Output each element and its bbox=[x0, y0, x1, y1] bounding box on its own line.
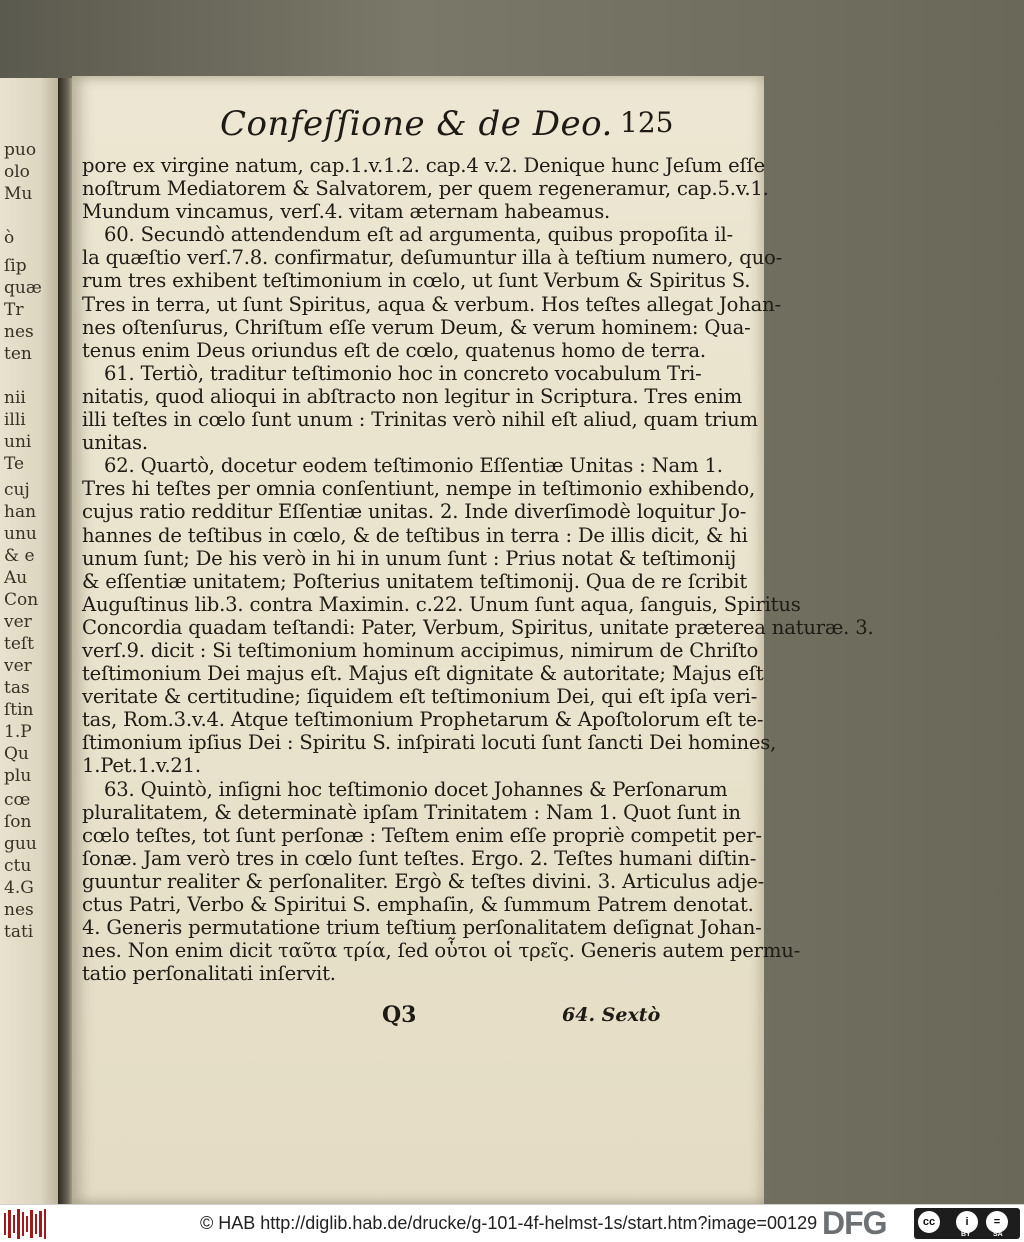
previous-page-fragment: Con bbox=[4, 590, 39, 610]
text-line: 63. Quintò, inſigni hoc teſtimonio docet Johannes & Perſonarum bbox=[104, 777, 728, 801]
page-header bbox=[220, 104, 674, 150]
text-line: nitatis, quod alioqui in abſtracto non legitur in Scriptura. Tres enim bbox=[82, 384, 742, 408]
previous-page-fragment: ver bbox=[4, 656, 32, 676]
text-line: illi teſtes in cœlo ſunt unum : Trinitas verò nihil eſt aliud, quam trium bbox=[82, 408, 758, 432]
previous-page-fragment: olo bbox=[4, 162, 30, 182]
text-line: tas, Rom.3.v.4. Atque teſtimonium Prophetarum & Apoſtolorum eſt te- bbox=[82, 708, 764, 732]
text-line: & eſſentiæ unitatem; Poſterius unitatem teſtimonij. Qua de re ſcribit bbox=[82, 569, 748, 593]
previous-page-fragment: & e bbox=[4, 546, 35, 566]
page-body-text bbox=[82, 154, 874, 986]
text-line: Tres hi teſtes per omnia conſentiunt, nempe in teſtimonio exhibendo, bbox=[82, 477, 756, 501]
signature-mark: Q3 bbox=[382, 1002, 417, 1028]
previous-page-fragment: 4.G bbox=[4, 878, 34, 898]
previous-page-fragment: Qu bbox=[4, 744, 29, 764]
text-line: tatio perſonalitati inſervit. bbox=[82, 962, 336, 986]
previous-page-fragment: Mu bbox=[4, 184, 33, 204]
previous-page-fragment: cuj bbox=[4, 480, 30, 500]
logo-bar bbox=[39, 1211, 41, 1237]
previous-page-fragment: ſon bbox=[4, 812, 32, 832]
scanned-page bbox=[72, 76, 874, 1204]
previous-page-fragment: quæ bbox=[4, 278, 42, 298]
text-line: 62. Quartò, docetur eodem teſtimonio Eſſentiæ Unitas : Nam 1. bbox=[104, 454, 723, 478]
previous-page-fragment: teſt bbox=[4, 634, 35, 654]
text-line: la quæſtio verſ.7.8. confirmatur, deſumuntur illa à teſtium numero, quo- bbox=[82, 246, 783, 270]
copyright-link[interactable]: © HAB http://diglib.hab.de/drucke/g-101-4f-helmst-1s/start.htm?image=00129 bbox=[200, 1213, 818, 1233]
previous-page-fragment: unu bbox=[4, 524, 37, 544]
text-line: veritate & certitudine; ſiquidem eſt teſtimonium Dei, qui eſt ipſa veri- bbox=[82, 685, 758, 709]
previous-page-fragment: nii bbox=[4, 388, 26, 408]
text-line: cœlo teſtes, tot ſunt perſonæ : Teſtem enim eſſe propriè competit per- bbox=[82, 823, 762, 847]
text-line: hannes de teſtibus in cœlo, & de teſtibus in terra : De illis dicit, & hi bbox=[82, 523, 748, 547]
text-line: tenus enim Deus oriundus eſt de cœlo, quatenus homo de terra. bbox=[82, 338, 706, 362]
by-label: BY bbox=[961, 1231, 971, 1238]
previous-page-fragment: tati bbox=[4, 922, 34, 942]
previous-page-fragment: illi bbox=[4, 410, 26, 430]
cc-icon: cc bbox=[918, 1211, 940, 1233]
previous-page-edge bbox=[0, 78, 60, 1204]
text-line: guuntur realiter & perſonaliter. Ergò & teſtes divini. 3. Articulus adje- bbox=[82, 869, 765, 893]
previous-page-fragment: tas bbox=[4, 678, 30, 698]
text-line: rum tres exhibent teſtimonium in cœlo, ut ſunt Verbum & Spiritus S. bbox=[82, 269, 751, 293]
text-line: Tres in terra, ut ſunt Spiritus, aqua & verbum. Hos teſtes allegat Johan- bbox=[82, 292, 781, 316]
text-line: pore ex virgine natum, cap.1.v.1.2. cap.4 v.2. Denique hunc Jeſum eſſe bbox=[82, 154, 765, 177]
previous-page-fragment: guu bbox=[4, 834, 37, 854]
text-line: Auguſtinus lib.3. contra Maximin. c.22. Unum ſunt aqua, ſanguis, Spiritus bbox=[82, 592, 801, 616]
text-line: 61. Tertiò, traditur teſtimonio hoc in concreto vocabulum Tri- bbox=[104, 361, 702, 385]
previous-page-fragment: plu bbox=[4, 766, 32, 786]
dfg-logo[interactable]: DFG bbox=[822, 1205, 887, 1241]
previous-page-fragment: nes bbox=[4, 322, 34, 342]
previous-page-fragment: cœ bbox=[4, 790, 31, 810]
text-line: ſonæ. Jam verò tres in cœlo ſunt teſtes. Ergo. 2. Teſtes humani diſtin- bbox=[82, 846, 757, 870]
cc-license-badge[interactable] bbox=[914, 1208, 1020, 1239]
previous-page-fragment: han bbox=[4, 502, 37, 522]
logo-bar bbox=[4, 1213, 6, 1235]
text-line: verſ.9. dicit : Si teſtimonium hominum accipimus, nimirum de Chriſto bbox=[82, 638, 759, 662]
footer-bar bbox=[0, 1204, 1024, 1242]
text-line: teſtimonium Dei majus eſt. Majus eſt dignitate & autoritate; Majus eſt bbox=[82, 662, 764, 686]
logo-bar bbox=[30, 1210, 32, 1238]
text-line: ctus Patri, Verbo & Spiritui S. emphaſin, & ſummum Patrem denotat. bbox=[82, 893, 754, 916]
previous-page-fragment: Tr bbox=[4, 300, 24, 320]
logo-bar bbox=[13, 1215, 15, 1233]
text-line: unitas. bbox=[82, 431, 148, 455]
text-line: unum ſunt; De his verò in hi in unum ſunt : Prius notat & teſtimonij bbox=[82, 546, 737, 570]
page-number: 125 bbox=[620, 106, 674, 139]
share-alike-icon: = bbox=[986, 1211, 1008, 1233]
previous-page-fragment: Te bbox=[4, 454, 25, 474]
text-line: 1.Pet.1.v.21. bbox=[82, 754, 201, 778]
previous-page-fragment: ctu bbox=[4, 856, 32, 876]
previous-page-fragment: ten bbox=[4, 344, 32, 364]
previous-page-fragment: ver bbox=[4, 612, 32, 632]
previous-page-fragment: uni bbox=[4, 432, 32, 452]
text-line: Mundum vincamus, verſ.4. vitam æternam habeamus. bbox=[82, 200, 611, 224]
sa-label: SA bbox=[993, 1231, 1003, 1238]
text-line: 60. Secundò attendendum eſt ad argumenta, quibus propoſita il- bbox=[104, 223, 733, 247]
text-line: cujus ratio redditur Eſſentiæ unitas. 2. Inde diverſimodè loquitur Jo- bbox=[82, 500, 747, 524]
text-line: Concordia quadam teſtandi: Pater, Verbum, Spiritus, unitate præterea naturæ. 3. bbox=[82, 615, 874, 639]
logo-bar bbox=[8, 1210, 10, 1238]
text-line: ſtimonium ipſius Dei : Spiritu S. inſpirati locuti ſunt ſancti Dei homines, bbox=[82, 731, 777, 755]
text-line: nes. Non enim dicit ταῦτα τρία, ſed οὗτοι οἱ τρεῖς. Generis autem permu- bbox=[82, 939, 801, 963]
logo-bar bbox=[26, 1216, 28, 1232]
logo-bar bbox=[35, 1214, 37, 1234]
text-line: noſtrum Mediatorem & Salvatorem, per quem regeneramur, cap.5.v.1. bbox=[82, 177, 769, 201]
text-line: pluralitatem, & determinatè ipſam Trinitatem : Nam 1. Quot ſunt in bbox=[82, 800, 741, 824]
catchword: 64. Sextò bbox=[562, 1004, 661, 1026]
text-line: nes oſtenſurus, Chriſtum eſſe verum Deum, & verum hominem: Qua- bbox=[82, 315, 751, 339]
attribution-icon: i bbox=[956, 1211, 978, 1233]
previous-page-fragment: puo bbox=[4, 140, 37, 160]
previous-page-fragment: nes bbox=[4, 900, 34, 920]
logo-bar bbox=[17, 1209, 19, 1239]
previous-page-fragment: 1.P bbox=[4, 722, 32, 742]
text-line: 4. Generis permutatione trium teſtium perſonalitatem deſignat Johan- bbox=[82, 916, 762, 940]
logo-bar bbox=[22, 1212, 24, 1236]
page-footer bbox=[382, 1002, 682, 1032]
previous-page-fragment: ſtin bbox=[4, 700, 34, 720]
running-title: Confeſſione & de Deo. bbox=[220, 104, 613, 144]
previous-page-fragment: ò bbox=[4, 228, 15, 248]
hab-logo-icon[interactable] bbox=[4, 1208, 46, 1239]
previous-page-fragment: ſip bbox=[4, 256, 27, 276]
previous-page-fragment: Au bbox=[4, 568, 28, 588]
logo-bar bbox=[44, 1209, 46, 1239]
